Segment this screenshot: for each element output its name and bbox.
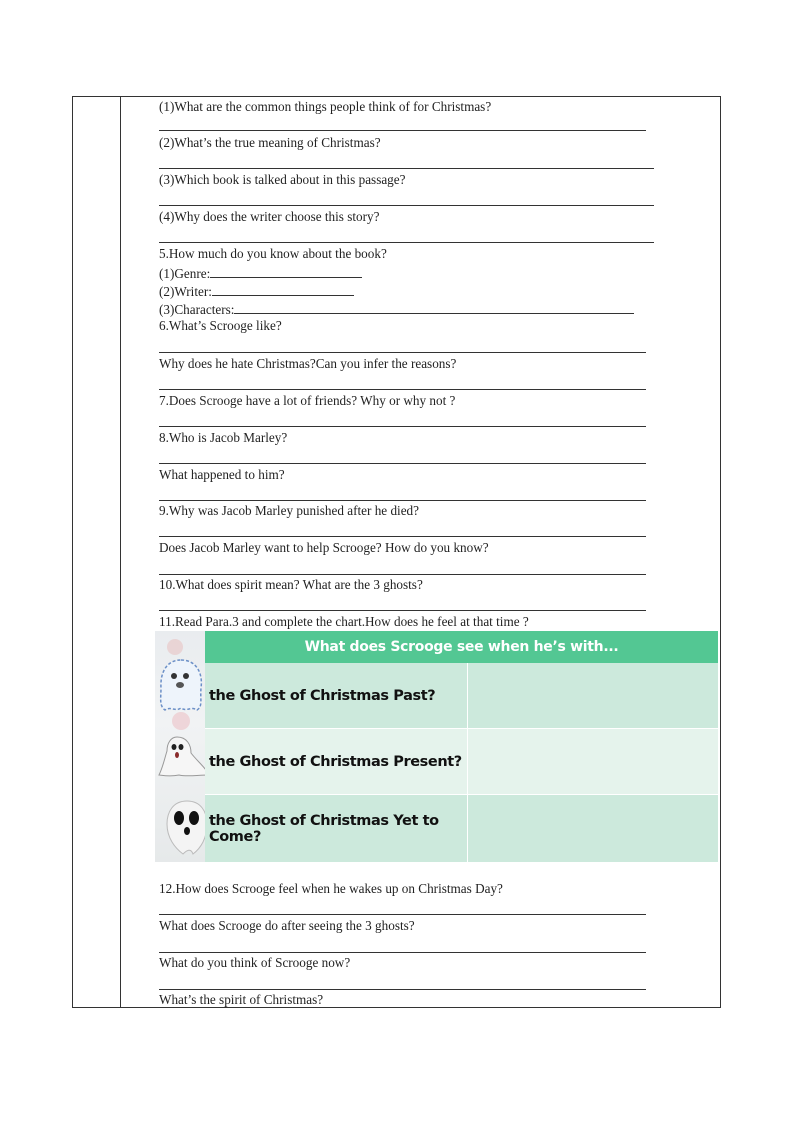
answer-line[interactable] (159, 574, 646, 575)
answer-line[interactable] (159, 536, 646, 537)
chart-row-label: the Ghost of Christmas Past? (209, 687, 436, 704)
question-12d: What’s the spirit of Christmas? (159, 992, 324, 1007)
question-12: 12.How does Scrooge feel when he wakes up on Christmas Day? (159, 881, 503, 896)
answer-line[interactable] (159, 463, 646, 464)
ghost-chart (155, 631, 718, 862)
chart-header: What does Scrooge see when he’s with... (205, 631, 718, 663)
answer-line[interactable] (159, 610, 646, 611)
question-5-genre (159, 264, 362, 282)
answer-line[interactable] (159, 130, 646, 131)
question-8b: What happened to him? (159, 467, 285, 482)
question-6: 6.What’s Scrooge like? (159, 318, 282, 333)
chart-row-label: the Ghost of Christmas Yet to Come? (209, 812, 439, 845)
question-12b: What does Scrooge do after seeing the 3 ghosts? (159, 918, 415, 933)
genre-label: (1)Genre: (159, 266, 211, 281)
answer-line[interactable] (159, 989, 646, 990)
ghost-past-icon (155, 656, 207, 714)
question-1-1: (1)What are the common things people think of for Christmas? (159, 99, 492, 114)
chart-row-past (205, 663, 718, 729)
question-1-3: (3)Which book is talked about in this passage? (159, 172, 406, 187)
question-10: 10.What does spirit mean? What are the 3 ghosts? (159, 577, 423, 592)
writer-label: (2)Writer: (159, 284, 212, 299)
question-12c: What do you think of Scrooge now? (159, 955, 351, 970)
genre-blank[interactable] (210, 264, 362, 278)
question-1-2: (2)What’s the true meaning of Christmas? (159, 135, 381, 150)
chart-row-label: the Ghost of Christmas Present? (209, 753, 462, 770)
answer-line[interactable] (159, 500, 646, 501)
answer-line[interactable] (159, 426, 646, 427)
question-5: 5.How much do you know about the book? (159, 246, 387, 261)
chart-row-yet-to-come (205, 795, 718, 862)
question-1-4: (4)Why does the writer choose this story? (159, 209, 380, 224)
column-divider (120, 96, 121, 1008)
characters-label: (3)Characters: (159, 302, 235, 317)
chart-answer-cell[interactable] (467, 729, 719, 794)
answer-line[interactable] (159, 352, 646, 353)
question-5-writer (159, 282, 354, 300)
question-5-characters (159, 300, 634, 318)
chart-row-present (205, 729, 718, 795)
question-9: 9.Why was Jacob Marley punished after he died? (159, 503, 419, 518)
question-6b: Why does he hate Christmas?Can you infer the reasons? (159, 356, 457, 371)
ghost-present-icon (157, 731, 211, 779)
answer-line[interactable] (159, 389, 646, 390)
answer-line[interactable] (159, 242, 654, 243)
question-9b: Does Jacob Marley want to help Scrooge? How do you know? (159, 540, 489, 555)
answer-line[interactable] (159, 952, 646, 953)
ghost-future-icon (163, 798, 211, 856)
question-11: 11.Read Para.3 and complete the chart.How does he feel at that time ? (159, 614, 529, 629)
answer-line[interactable] (159, 914, 646, 915)
answer-line[interactable] (159, 205, 654, 206)
answer-line[interactable] (159, 168, 654, 169)
chart-answer-cell[interactable] (467, 795, 719, 862)
question-8: 8.Who is Jacob Marley? (159, 430, 288, 445)
characters-blank[interactable] (234, 300, 634, 314)
question-7: 7.Does Scrooge have a lot of friends? Why or why not ? (159, 393, 456, 408)
writer-blank[interactable] (212, 282, 354, 296)
chart-answer-cell[interactable] (467, 663, 719, 728)
